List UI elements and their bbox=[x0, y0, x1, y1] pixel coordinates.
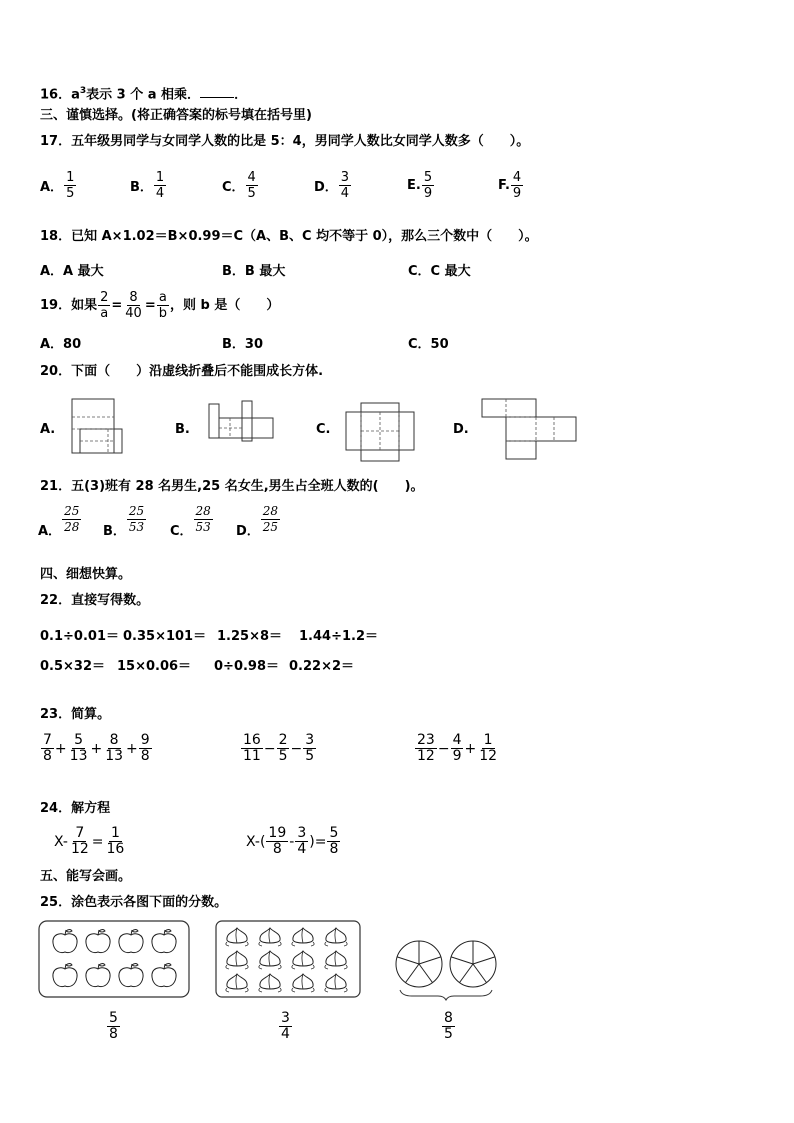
peaches-box bbox=[215, 920, 361, 998]
q21-option-b[interactable]: B． $\frac{25}{53}$ bbox=[103, 504, 145, 539]
q22-item: 1.44÷1.2＝ bbox=[299, 629, 378, 644]
q17-option-fraction: $\frac{4}{5}$ bbox=[247, 170, 256, 201]
section-5-heading: 五、能写会画。 bbox=[40, 869, 132, 884]
apple-icon[interactable] bbox=[152, 964, 176, 987]
peach-icon[interactable] bbox=[292, 974, 314, 992]
q22-item: 0.22×2＝ bbox=[289, 659, 355, 674]
q17-option-b[interactable]: B． $\frac{1}{4}$ bbox=[130, 170, 165, 201]
q24-equation-1: X- $\frac{7}{12}$ = $\frac{1}{16}$ bbox=[54, 825, 125, 857]
q19-option-a[interactable]: A．80 bbox=[40, 337, 82, 352]
q23-fraction: $\frac{8}{13}$ bbox=[105, 732, 124, 764]
operator: + bbox=[54, 740, 67, 757]
section-4-heading: 四、细想快算。 bbox=[40, 567, 132, 582]
q17-option-fraction: $\frac{4}{9}$ bbox=[512, 170, 522, 201]
q16-end: ． bbox=[234, 87, 248, 103]
q17-option-fraction: $\frac{1}{4}$ bbox=[155, 170, 165, 201]
q21-option-fraction: $\frac{28}{53}$ bbox=[195, 504, 211, 534]
q18-option-b[interactable]: B．B 最大 bbox=[222, 264, 286, 279]
q16-base: a bbox=[71, 87, 80, 103]
q23-fraction: $\frac{7}{8}$ bbox=[43, 732, 52, 764]
answer-blank[interactable] bbox=[200, 85, 234, 98]
peach-icon[interactable] bbox=[292, 951, 314, 969]
q18-option-c[interactable]: C．C 最大 bbox=[408, 264, 471, 279]
q22-item: 0.5×32＝ bbox=[40, 659, 106, 674]
q22-item: 0÷0.98＝ bbox=[214, 659, 280, 674]
q19-fraction-2: $\frac{8}{40}$ bbox=[125, 290, 142, 321]
q23-fraction: $\frac{23}{12}$ bbox=[417, 732, 435, 764]
question-17-stem: 17．五年级男同学与女同学人数的比是 5：4，男同学人数比女同学人数多（ ）。 bbox=[40, 134, 530, 149]
q17-option-e[interactable]: E. $\frac{5}{9}$ bbox=[407, 170, 433, 201]
peach-icon[interactable] bbox=[292, 928, 314, 946]
q21-option-fraction: $\frac{25}{53}$ bbox=[128, 504, 145, 534]
q21-option-d[interactable]: D． $\frac{28}{25}$ bbox=[236, 504, 279, 539]
net-a-diagram bbox=[60, 396, 130, 460]
peach-icon[interactable] bbox=[325, 928, 347, 946]
operator: + bbox=[126, 740, 138, 757]
q23-fraction: $\frac{3}{5}$ bbox=[305, 732, 315, 764]
q21-option-c[interactable]: C． $\frac{28}{53}$ bbox=[170, 504, 211, 539]
q19-fraction-1: $\frac{2}{a}$ bbox=[100, 290, 109, 321]
q23-expression-1 bbox=[40, 733, 153, 764]
peach-icon[interactable] bbox=[325, 974, 347, 992]
apple-icon[interactable] bbox=[152, 930, 176, 953]
q17-option-f[interactable]: F. $\frac{4}{9}$ bbox=[498, 170, 522, 201]
q17-option-fraction: $\frac{5}{9}$ bbox=[423, 170, 433, 201]
section-3-heading: 三、谨慎选择。(将正确答案的标号填在括号里) bbox=[40, 108, 312, 123]
question-25-stem: 25．涂色表示各图下面的分数。 bbox=[40, 895, 228, 910]
peach-icon[interactable] bbox=[259, 928, 281, 946]
apple-icon[interactable] bbox=[86, 930, 110, 953]
q17-option-a[interactable]: A． $\frac{1}{5}$ bbox=[40, 170, 75, 201]
q24-equation-2: X-( $\frac{19}{8}$ - $\frac{3}{4}$ )= $\frac{5}{8}$ bbox=[246, 825, 339, 857]
q19-option-c[interactable]: C．50 bbox=[408, 337, 449, 352]
q23-expression-3 bbox=[414, 733, 500, 764]
apple-icon[interactable] bbox=[86, 964, 110, 987]
q17-option-d[interactable]: D． $\frac{3}{4}$ bbox=[314, 170, 350, 201]
peach-icon[interactable] bbox=[325, 951, 347, 969]
q23-fraction: $\frac{16}{11}$ bbox=[243, 732, 261, 764]
q23-fraction: $\frac{2}{5}$ bbox=[278, 732, 288, 764]
q25-fraction-2: $\frac{3}{4}$ bbox=[281, 1010, 290, 1042]
q20-option-c[interactable]: C. bbox=[316, 422, 331, 437]
q25-fraction-3: $\frac{8}{5}$ bbox=[444, 1010, 453, 1042]
question-16 bbox=[40, 83, 247, 103]
q23-fraction: $\frac{4}{9}$ bbox=[452, 732, 462, 764]
q23-fraction: $\frac{9}{8}$ bbox=[140, 732, 150, 764]
net-b-diagram bbox=[206, 398, 276, 444]
apples-box bbox=[38, 920, 190, 998]
q16-exponent: 3 bbox=[79, 86, 87, 96]
peach-icon[interactable] bbox=[259, 951, 281, 969]
q21-option-fraction: $\frac{28}{25}$ bbox=[262, 504, 279, 534]
question-21-stem: 21．五(3)班有 28 名男生,25 名女生,男生占全班人数的( )。 bbox=[40, 479, 424, 494]
question-19-stem: 19．如果 $\frac{2}{a}$ = $\frac{8}{40}$ = $\frac{a}{b}$ ，则 b 是（ ） bbox=[40, 290, 280, 321]
net-c-diagram bbox=[343, 400, 419, 464]
pie-icon[interactable] bbox=[450, 941, 496, 987]
q23-fraction: $\frac{1}{12}$ bbox=[479, 732, 498, 764]
question-22-stem: 22．直接写得数。 bbox=[40, 593, 150, 608]
q22-item: 0.35×101＝ bbox=[123, 629, 207, 644]
peach-icon[interactable] bbox=[259, 974, 281, 992]
q19-fraction-3: $\frac{a}{b}$ bbox=[158, 290, 167, 321]
q20-option-d[interactable]: D. bbox=[453, 422, 469, 437]
q20-option-b[interactable]: B. bbox=[175, 422, 190, 437]
operator: − bbox=[263, 740, 276, 757]
q17-option-fraction: $\frac{1}{5}$ bbox=[66, 170, 75, 201]
question-24-stem: 24．解方程 bbox=[40, 801, 111, 816]
q21-option-a[interactable]: A． $\frac{25}{28}$ bbox=[38, 504, 80, 539]
operator: + bbox=[464, 740, 477, 757]
q19-suffix: ，则 b 是（ ） bbox=[170, 297, 280, 313]
peach-icon[interactable] bbox=[226, 974, 248, 992]
q19-prefix: 19．如果 bbox=[40, 297, 98, 313]
peach-icon[interactable] bbox=[226, 951, 248, 969]
q22-item: 1.25×8＝ bbox=[217, 629, 283, 644]
operator: − bbox=[437, 740, 450, 757]
q22-item: 0.1÷0.01＝ bbox=[40, 629, 119, 644]
pies-figure bbox=[392, 938, 500, 1002]
q17-option-c[interactable]: C． $\frac{4}{5}$ bbox=[222, 170, 256, 201]
question-23-stem: 23．简算。 bbox=[40, 707, 111, 722]
q25-fraction-1: $\frac{5}{8}$ bbox=[109, 1010, 118, 1042]
q23-expression-2 bbox=[240, 733, 317, 764]
q16-text: 表示 3 个 a 相乘． bbox=[86, 87, 201, 103]
apple-icon[interactable] bbox=[119, 930, 143, 953]
peach-icon[interactable] bbox=[226, 928, 248, 946]
q21-option-fraction: $\frac{25}{28}$ bbox=[64, 504, 80, 534]
q19-option-b[interactable]: B．30 bbox=[222, 337, 263, 352]
q20-option-a[interactable]: A. bbox=[40, 422, 56, 437]
operator: − bbox=[290, 740, 303, 757]
net-d-diagram bbox=[478, 396, 582, 462]
question-20-stem: 20．下面（ ）沿虚线折叠后不能围成长方体. bbox=[40, 364, 324, 379]
question-18-stem: 18．已知 A×1.02＝B×0.99＝C（A、B、C 均不等于 0），那么三个数中（ ）。 bbox=[40, 229, 538, 244]
pie-icon[interactable] bbox=[396, 941, 442, 987]
q16-number: 16． bbox=[40, 87, 72, 103]
q17-option-fraction: $\frac{3}{4}$ bbox=[340, 170, 350, 201]
q18-option-a[interactable]: A．A 最大 bbox=[40, 264, 104, 279]
q22-item: 15×0.06＝ bbox=[117, 659, 192, 674]
apple-icon[interactable] bbox=[53, 964, 77, 987]
operator: + bbox=[90, 740, 103, 757]
apple-icon[interactable] bbox=[53, 930, 77, 953]
q23-fraction: $\frac{5}{13}$ bbox=[69, 732, 88, 764]
apple-icon[interactable] bbox=[119, 964, 143, 987]
